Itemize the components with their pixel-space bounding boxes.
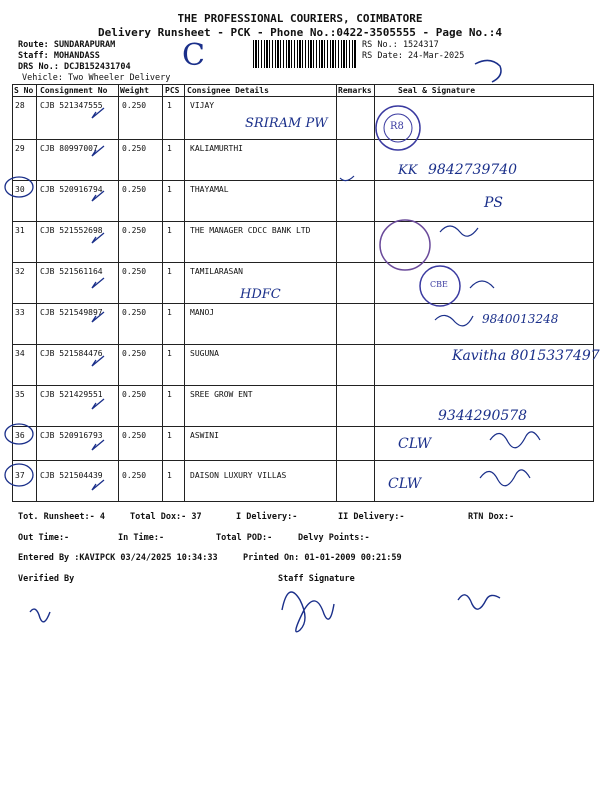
handwritten-text: CLW (388, 476, 422, 492)
row-consignment: CJB 521584476 (40, 349, 103, 358)
row-weight: 0.250 (122, 185, 147, 194)
entered-by: Entered By :KAVIPCK 03/24/2025 10:34:33 (18, 553, 218, 563)
out-time: Out Time:- (18, 533, 70, 543)
row-pcs: 1 (167, 144, 172, 153)
row-sno: 35 (15, 390, 25, 399)
row-pcs: 1 (167, 308, 172, 317)
row-consignee: ASWINI (190, 431, 219, 440)
total-pod: Total POD:- (216, 533, 273, 543)
in-time: In Time:- (118, 533, 165, 543)
row-consignee: THE MANAGER CDCC BANK LTD (190, 226, 311, 235)
handwritten-text: Kavitha 8015337497 (452, 348, 600, 364)
row-consignment: CJB 521561164 (40, 267, 103, 276)
verified-by: Verified By (18, 574, 75, 584)
row-consignee: DAISON LUXURY VILLAS (190, 471, 287, 480)
row-weight: 0.250 (122, 226, 147, 235)
row-pcs: 1 (167, 185, 172, 194)
col-consignment-header: Consignment No (40, 86, 108, 95)
total-dox: Total Dox:- 37 (130, 512, 202, 522)
row-weight: 0.250 (122, 144, 147, 153)
handwritten-text: SRIRAM PW (245, 116, 328, 131)
row-weight: 0.250 (122, 308, 147, 317)
col-pcs-header: PCS (165, 86, 180, 95)
row-consignment: CJB 521347555 (40, 101, 103, 110)
row-weight: 0.250 (122, 101, 147, 110)
row-weight: 0.250 (122, 267, 147, 276)
company-title: THE PROFESSIONAL COURIERS, COIMBATORE (177, 12, 423, 25)
row-consignee: MANOJ (190, 308, 215, 317)
row-sno: 29 (15, 144, 25, 153)
vehicle-label: Vehicle: Two Wheeler Delivery (22, 73, 171, 83)
handwritten-text: 9840013248 (482, 312, 559, 326)
runsheet-subtitle: Delivery Runsheet - PCK - Phone No.:0422-3505555 - Page No.:4 (98, 26, 502, 39)
row-consignee: VIJAY (190, 101, 215, 110)
row-consignee: KALIAMURTHI (190, 144, 243, 153)
handwritten-text: HDFC (240, 287, 281, 302)
stamp-text: R8 (390, 121, 404, 132)
row-sno: 32 (15, 267, 25, 276)
route-label: Route: SUNDARAPURAM (18, 40, 116, 50)
rs-date-label: RS Date: 24-Mar-2025 (362, 51, 465, 61)
row-consignee: THAYAMAL (190, 185, 229, 194)
row-consignee: TAMILARASAN (190, 267, 243, 276)
row-pcs: 1 (167, 390, 172, 399)
row-consignee: SUGUNA (190, 349, 219, 358)
col-weight-header: Weight (120, 86, 149, 95)
printed-on: Printed On: 01-01-2009 00:21:59 (243, 553, 402, 563)
handwritten-text: CLW (398, 436, 432, 452)
row-consignment: CJB 520916794 (40, 185, 103, 194)
col-sno-header: S No (14, 86, 34, 95)
row-pcs: 1 (167, 226, 172, 235)
row-sno: 36 (15, 431, 25, 440)
rtn-dox: RTN Dox:- (468, 512, 515, 522)
row-consignment: CJB 521429551 (40, 390, 103, 399)
col-consignee-header: Consignee Details (187, 86, 269, 95)
row-consignment: CJB 521549897 (40, 308, 103, 317)
delvy-points: Delvy Points:- (298, 533, 370, 543)
tot-runsheet: Tot. Runsheet:- 4 (18, 512, 105, 522)
row-sno: 28 (15, 101, 25, 110)
row-consignee: SREE GROW ENT (190, 390, 253, 399)
rs-no-label: RS No.: 1524317 (362, 40, 439, 50)
row-pcs: 1 (167, 431, 172, 440)
handwritten-text: KK (398, 163, 418, 178)
row-sno: 37 (15, 471, 25, 480)
col-remarks-header: Remarks (338, 86, 372, 95)
row-pcs: 1 (167, 101, 172, 110)
row-consignment: CJB 520916793 (40, 431, 103, 440)
drs-label: DRS No.: DCJB152431704 (18, 62, 131, 72)
staff-signature: Staff Signature (278, 574, 355, 584)
row-sno: 31 (15, 226, 25, 235)
row-pcs: 1 (167, 471, 172, 480)
row-consignment: CJB 521504439 (40, 471, 103, 480)
row-sno: 30 (15, 185, 25, 194)
row-weight: 0.250 (122, 349, 147, 358)
row-weight: 0.250 (122, 471, 147, 480)
handwritten-mark: C (182, 38, 205, 73)
stamp-text: CBE (430, 280, 448, 289)
row-weight: 0.250 (122, 431, 147, 440)
row-sno: 34 (15, 349, 25, 358)
row-weight: 0.250 (122, 390, 147, 399)
col-seal-header: Seal & Signature (398, 86, 476, 95)
row-consignment: CJB 80997007 (40, 144, 98, 153)
row-sno: 33 (15, 308, 25, 317)
row-pcs: 1 (167, 267, 172, 276)
handwritten-text: 9842739740 (428, 162, 518, 178)
staff-label: Staff: MOHANDASS (18, 51, 100, 61)
row-consignment: CJB 521552698 (40, 226, 103, 235)
ii-delivery: II Delivery:- (338, 512, 405, 522)
handwritten-text: 9344290578 (438, 408, 528, 424)
i-delivery: I Delivery:- (236, 512, 298, 522)
row-pcs: 1 (167, 349, 172, 358)
handwritten-text: PS (484, 195, 504, 211)
